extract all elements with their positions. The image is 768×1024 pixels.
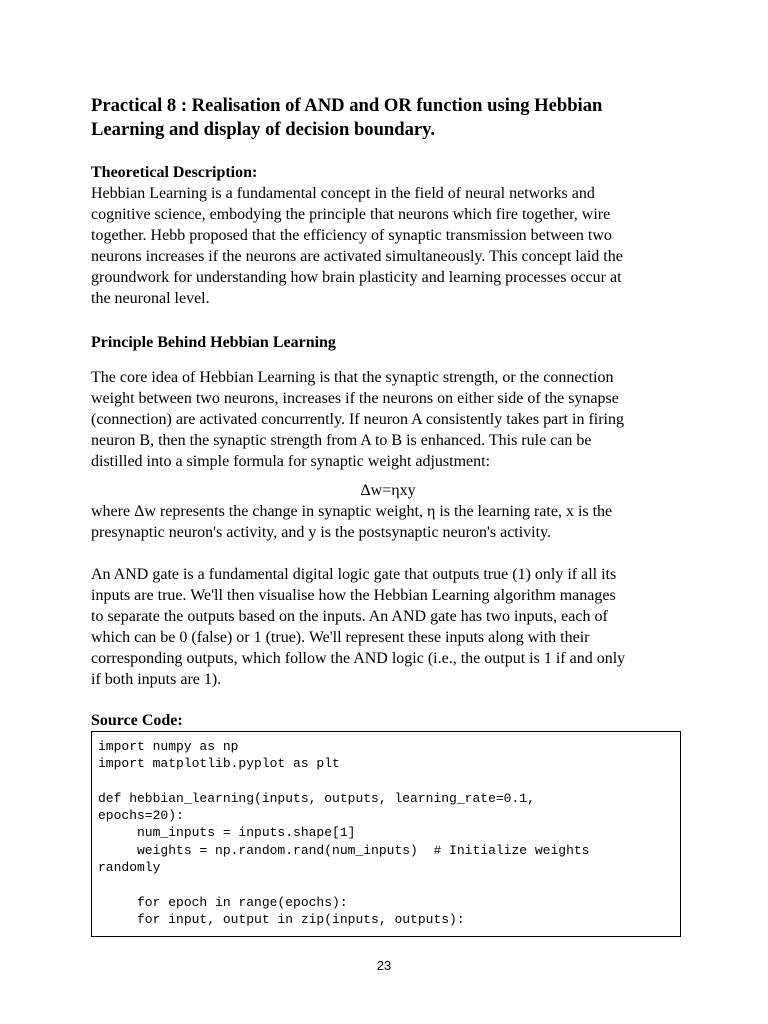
theory-line: groundwork for understanding how brain plasticity and learning processes occur at	[91, 269, 622, 286]
code-line: randomly	[98, 860, 161, 876]
and-gate-line: which can be 0 (false) or 1 (true). We'll represent these inputs along with their	[91, 629, 590, 646]
and-gate-section	[91, 564, 685, 690]
code-line	[98, 773, 674, 790]
theory-line: cognitive science, embodying the principle that neurons which fire together, wire	[91, 206, 611, 223]
code-line: weights = np.random.rand(num_inputs) # Initialize weights	[98, 842, 590, 858]
principle-after-line: where Δw represents the change in synaptic weight, η is the learning rate, x is the	[91, 503, 613, 520]
principle-line: The core idea of Hebbian Learning is that the synaptic strength, or the connection	[91, 369, 614, 386]
theory-line: the neuronal level.	[91, 290, 210, 307]
principle-after-line: presynaptic neuron's activity, and y is the postsynaptic neuron's activity.	[91, 524, 552, 541]
code-line: def hebbian_learning(inputs, outputs, learning_rate=0.1,	[98, 790, 535, 806]
title-line: Practical 8 : Realisation of AND and OR function using Hebbian	[91, 95, 603, 116]
principle-section	[91, 332, 685, 543]
principle-line: neuron B, then the synaptic strength from A to B is enhanced. This rule can be	[91, 432, 592, 449]
code-block	[91, 731, 681, 937]
theory-heading: Theoretical Description:	[91, 164, 258, 181]
principle-line: distilled into a simple formula for synaptic weight adjustment:	[91, 453, 491, 470]
theory-line: neurons increases if the neurons are activated simultaneously. This concept laid the	[91, 248, 623, 265]
title-line: Learning and display of decision boundary.	[91, 119, 436, 140]
code-line: import numpy as np	[98, 739, 239, 754]
document-page	[91, 94, 685, 937]
theory-section	[91, 162, 685, 309]
page-title	[91, 94, 685, 142]
and-gate-line: An AND gate is a fundamental digital logic gate that outputs true (1) only if all its	[91, 566, 617, 583]
code-line: import matplotlib.pyplot as plt	[98, 756, 340, 772]
and-gate-line: inputs are true. We'll then visualise how the Hebbian Learning algorithm manages	[91, 587, 616, 604]
source-heading: Source Code:	[91, 712, 183, 729]
source-section	[91, 710, 685, 937]
theory-line: together. Hebb proposed that the efficiency of synaptic transmission between two	[91, 227, 612, 244]
principle-line: (connection) are activated concurrently. If neuron A consistently takes part in firing	[91, 411, 624, 428]
and-gate-line: if both inputs are 1).	[91, 671, 222, 688]
principle-line: weight between two neurons, increases if the neurons on either side of the synapse	[91, 390, 619, 407]
and-gate-line: corresponding outputs, which follow the AND logic (i.e., the output is 1 if and only	[91, 650, 626, 667]
principle-heading: Principle Behind Hebbian Learning	[91, 334, 336, 351]
theory-line: Hebbian Learning is a fundamental concept in the field of neural networks and	[91, 185, 595, 202]
code-line: for input, output in zip(inputs, outputs):	[98, 911, 465, 927]
page-number: 23	[376, 958, 392, 973]
code-line: for epoch in range(epochs):	[98, 894, 348, 910]
and-gate-line: to separate the outputs based on the inputs. An AND gate has two inputs, each of	[91, 608, 608, 625]
hebbian-formula: Δw=ηxy	[360, 482, 416, 499]
code-line: num_inputs = inputs.shape[1]	[98, 825, 356, 841]
code-line	[98, 876, 674, 893]
code-line: epochs=20):	[98, 808, 184, 824]
